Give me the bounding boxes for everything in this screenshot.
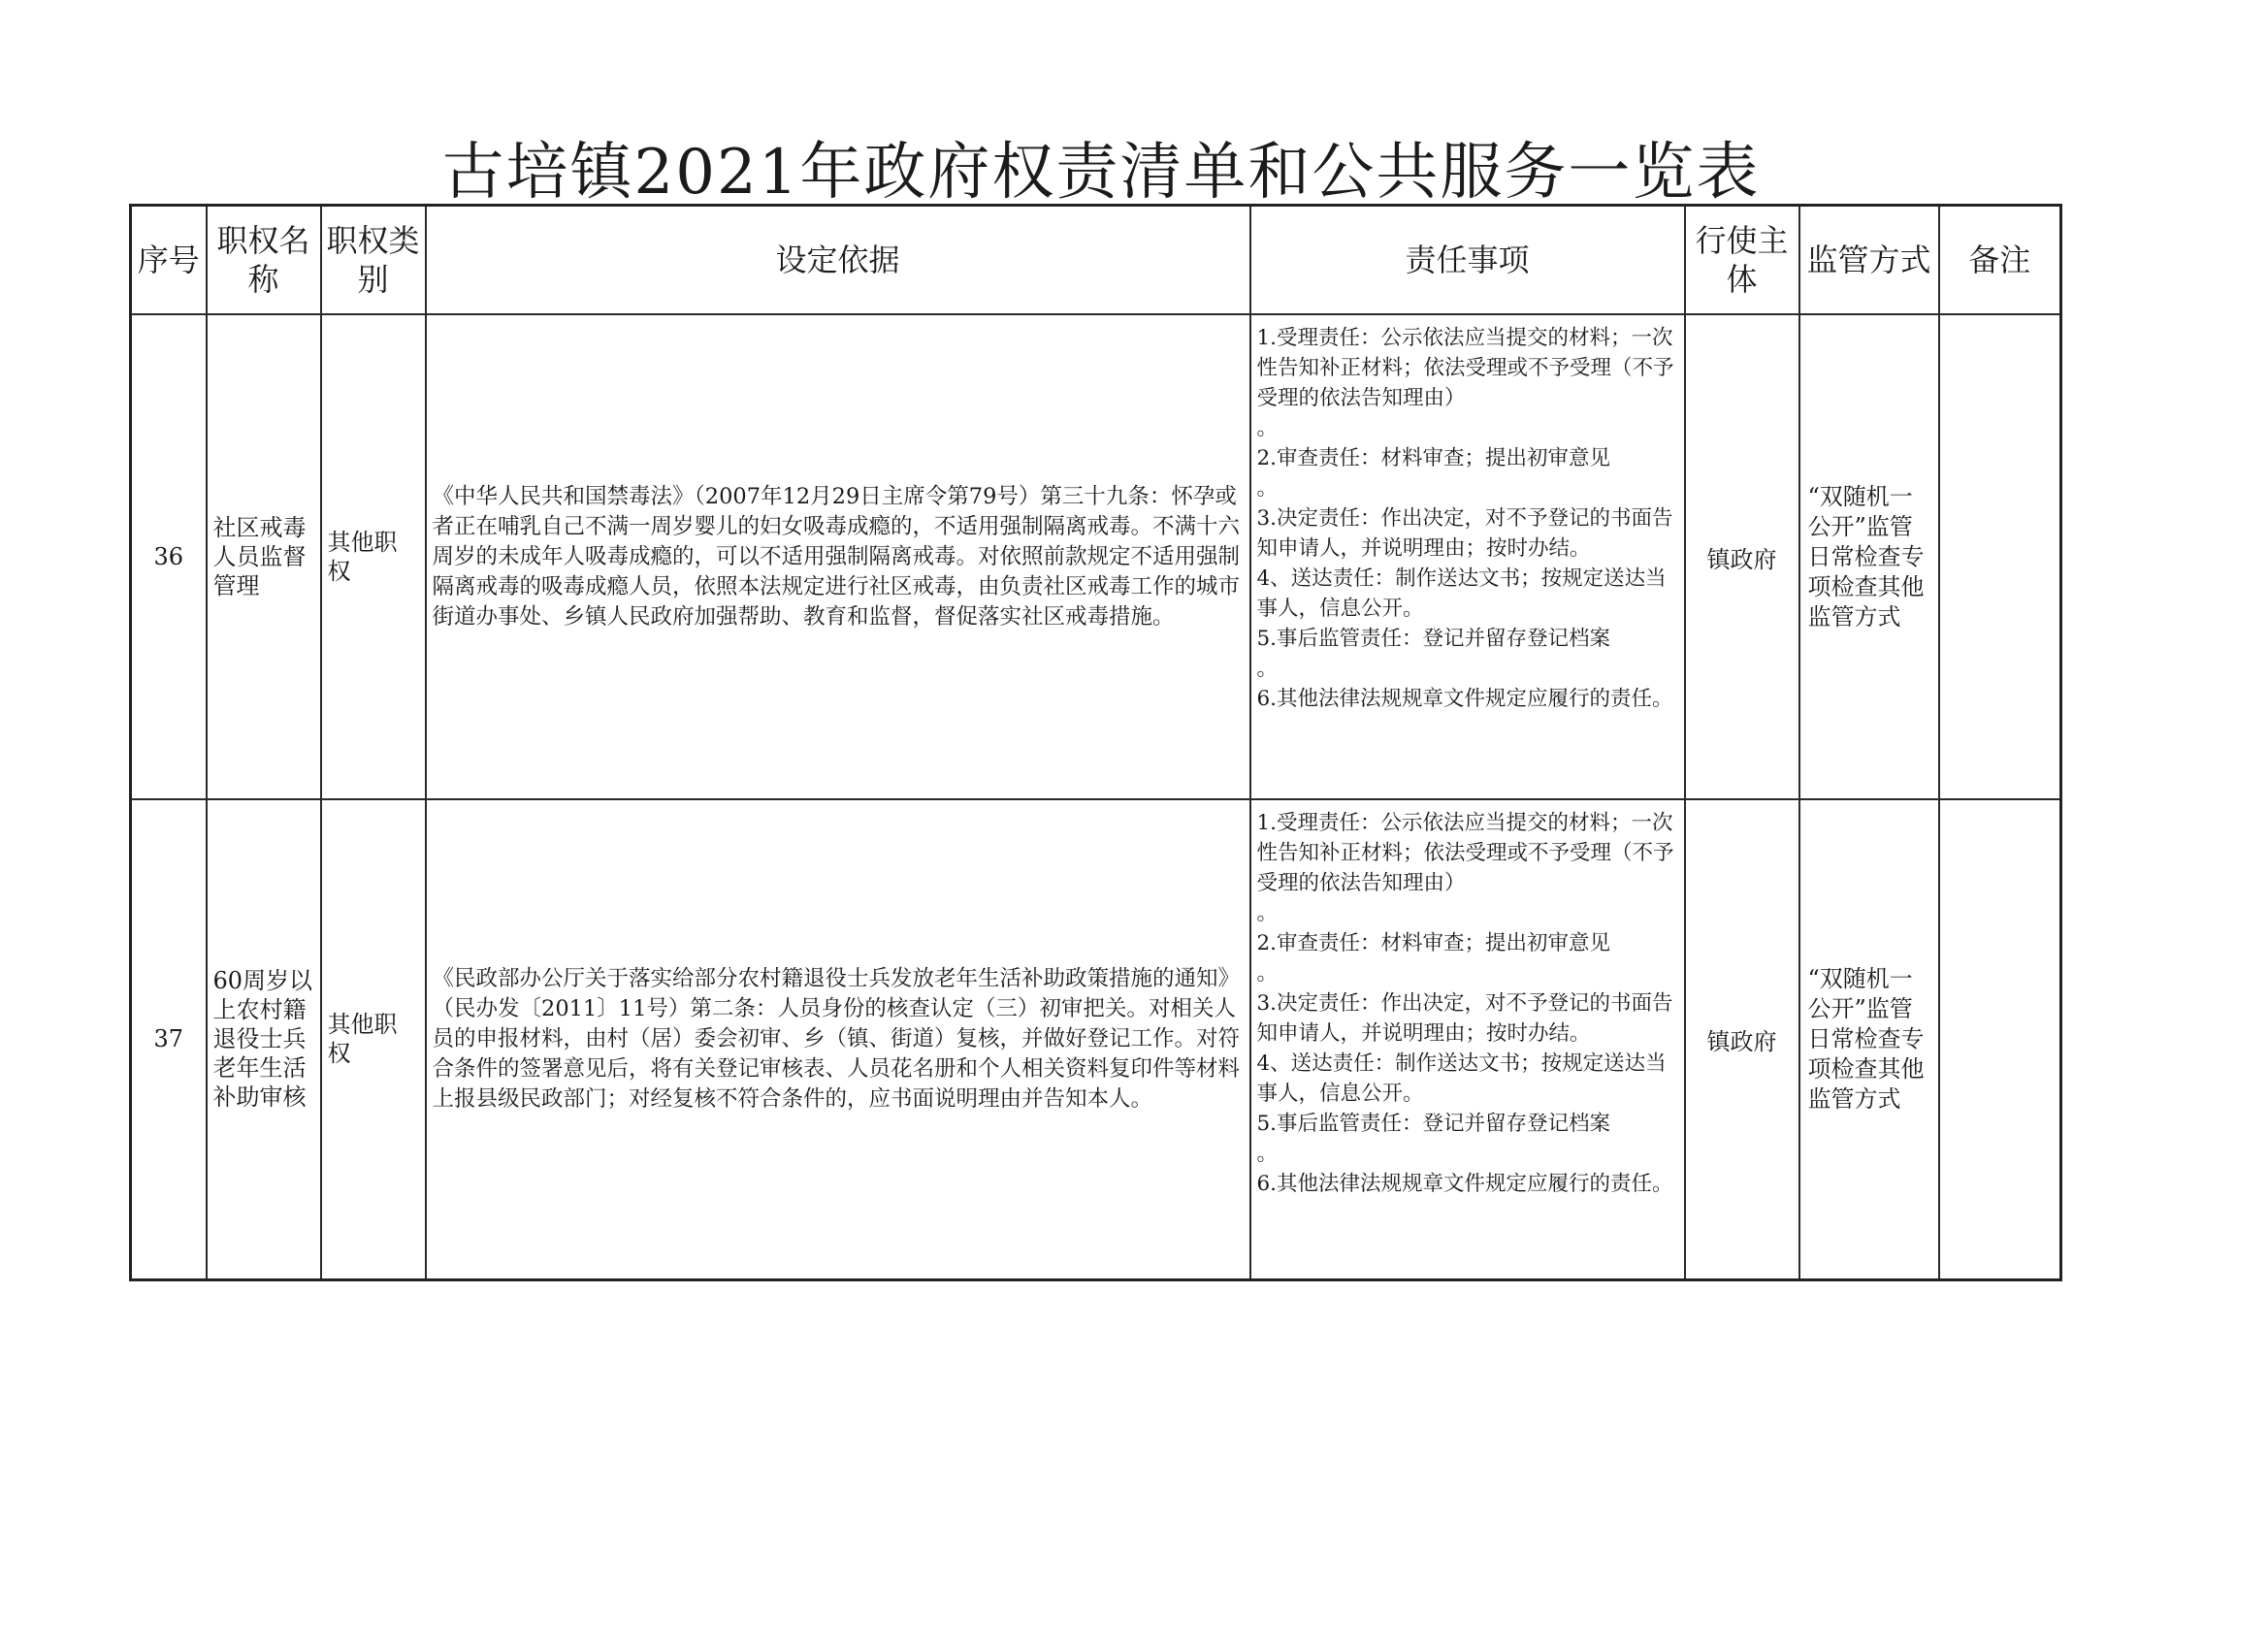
header-responsibility: 责任事项 [1250,206,1685,315]
page-title: 古培镇2021年政府权责清单和公共服务一览表 [441,137,1761,209]
row-seq: 36 [131,314,207,799]
responsibility-item: 4、送达责任：制作送达文书；按规定送达当事人，信息公开。 [1256,1051,1667,1106]
header-supervision: 监管方式 [1799,206,1939,315]
responsibility-item: 1.受理责任：公示依法应当提交的材料；一次性告知补正材料；依法受理或不予受理（不予受理的依法告知理由） [1256,811,1674,895]
power-list-table [129,204,2062,1281]
punctuation-mark: 。 [1256,416,1279,440]
row-power-name: 60周岁以上农村籍退役士兵老年生活补助审核 [207,799,321,1279]
row-power-type: 其他职权 [321,314,426,799]
punctuation-mark: 。 [1256,476,1279,501]
header-row [131,206,2061,315]
punctuation-mark: 。 [1256,961,1279,986]
row-legal-basis: 《民政部办公厅关于落实给部分农村籍退役士兵发放老年生活补助政策措施的通知》（民办发〔2011〕11号）第二条：人员身份的核查认定（三）初审把关。对相关人员的申报材料，由村（居）委会初审、乡（镇、街道）复核，并做好登记工作。对符合条件的签署意见后，将有关登记审核表、人员花名册和个人相关资料复印件等材料上报县级民政部门；对经复核不符合条件的，应书面说明理由并告知本人。 [426,799,1250,1279]
responsibility-item: 2.审查责任：材料审查；提出初审意见 [1256,446,1611,470]
header-name: 职权名称 [207,206,321,315]
row-seq: 37 [131,799,207,1279]
row-subject: 镇政府 [1685,314,1799,799]
punctuation-mark: 。 [1256,1142,1279,1166]
row-supervision: “双随机一公开”监管日常检查专项检查其他监管方式 [1799,314,1939,799]
row-remark [1939,799,2061,1279]
responsibility-item: 6.其他法律法规规章文件规定应履行的责任。 [1256,687,1673,711]
punctuation-mark: 。 [1256,901,1279,925]
row-subject: 镇政府 [1685,799,1799,1279]
responsibility-item: 3.决定责任：作出决定，对不予登记的书面告知申请人，并说明理由；按时办结。 [1256,506,1673,561]
row-supervision: “双随机一公开”监管日常检查专项检查其他监管方式 [1799,799,1939,1279]
row-responsibilities [1250,799,1685,1279]
header-type: 职权类别 [321,206,426,315]
header-remark: 备注 [1939,206,2061,315]
row-power-name: 社区戒毒人员监督管理 [207,314,321,799]
row-remark [1939,314,2061,799]
responsibility-item: 3.决定责任：作出决定，对不予登记的书面告知申请人，并说明理由；按时办结。 [1256,991,1673,1046]
responsibility-item: 2.审查责任：材料审查；提出初审意见 [1256,931,1611,955]
header-basis: 设定依据 [426,206,1250,315]
header-seq: 序号 [131,206,207,315]
table-row [131,314,2061,799]
responsibility-item: 5.事后监管责任：登记并留存登记档案 [1256,1112,1611,1136]
responsibility-item: 1.受理责任：公示依法应当提交的材料；一次性告知补正材料；依法受理或不予受理（不予受理的依法告知理由） [1256,326,1674,410]
row-power-type: 其他职权 [321,799,426,1279]
punctuation-mark: 。 [1256,657,1279,681]
row-responsibilities [1250,314,1685,799]
table-row [131,799,2061,1279]
responsibility-item: 4、送达责任：制作送达文书；按规定送达当事人，信息公开。 [1256,566,1667,621]
header-subject: 行使主体 [1685,206,1799,315]
responsibility-item: 6.其他法律法规规章文件规定应履行的责任。 [1256,1172,1673,1196]
row-legal-basis: 《中华人民共和国禁毒法》（2007年12月29日主席令第79号）第三十九条：怀孕或者正在哺乳自己不满一周岁婴儿的妇女吸毒成瘾的，不适用强制隔离戒毒。不满十六周岁的未成年人吸毒成瘾的，可以不适用强制隔离戒毒。对依照前款规定不适用强制隔离戒毒的吸毒成瘾人员，依照本法规定进行社区戒毒，由负责社区戒毒工作的城市街道办事处、乡镇人民政府加强帮助、教育和监督，督促落实社区戒毒措施。 [426,314,1250,799]
responsibility-item: 5.事后监管责任：登记并留存登记档案 [1256,627,1611,651]
